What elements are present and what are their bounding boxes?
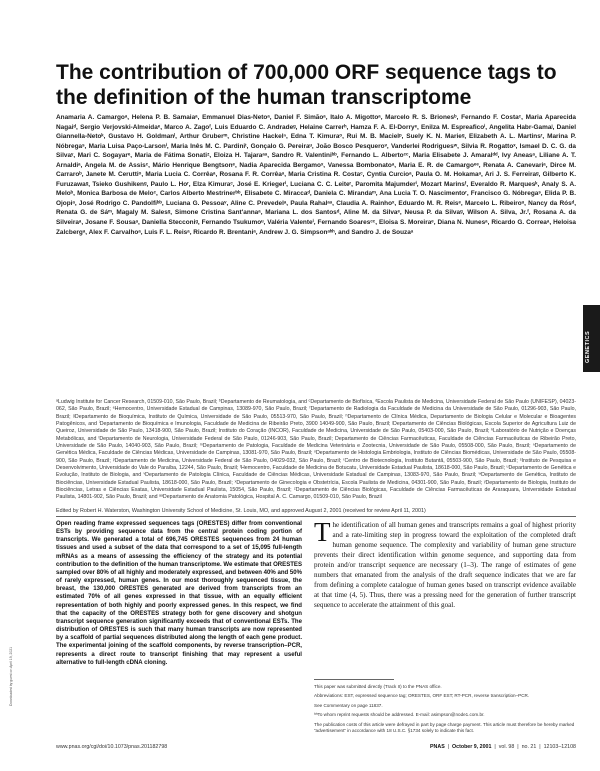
volume-number: vol. 98 [498,744,515,750]
section-tab [583,305,600,372]
issue-number: no. 21 [521,744,537,750]
footnote-submitted: This paper was submitted directly (Track II) to the PNAS office. [314,684,442,689]
author-list: Anamaria A. Camargoᵃ, Helena P. B. Samaiaᵃ, Emmanuel Dias-Netoᵃ, Daniel F. Simãoᵃ, Italo A. Migottoᵃ, Marcelo R. S. Brionesᵇ, Fernando F. Costaᶜ, Maria Aparecida Nagaiᵈ, Sergio Verjovski-Almeidaᵉ, Marco A. Zagoᶠ, Luis Eduardo C. Andradeᵍ, Helaine Carrerʰ, Hamza F. A. El-Dorryᵉ, Enilza M. Espreaficoⁱ, Angelita Habr-Gamaʲ, Daniel Giannella-Netoᵏ, Gustavo H. Goldmanˡ, Arthur Gruberᵐ, Christine Hackelⁿ, Edna T. Kimuraᵒ, Rui M. B. Macielᵖ, Suely K. N. Marieᵍ, Elizabeth A. L. Martinsʳ, Marina P. Nóbregaˢ, Maria Luisa Paço-Larsonⁱ, Maria Inês M. C. Pardiniᵗ, Gonçalo G. Pereiraᵘ, João Bosco Pesqueroᵛ, Vanderlei Rodriguesʷ, Silvia R. Rogattoˣ, Ismael D. C. G. da Silvaʸ, Mari C. Sogayarᵉ, Maria de Fátima Sonatiᶻ, Eloiza H. Tajaraᵃᵃ, Sandro R. Valentiniᵇᵇ, Fernando L. Albertoᶜᶜ, Maria Elisabete J. Amaralᵈᵈ, Ivy Aneasᵃ, Liliane A. T. Arnaldiᵃ, Angela M. de Assisᶜ, Mário Henrique Bengtsonᵉ, Nadia Aparecida Bergamoˣ, Vanessa Bombonatoᵃ, Maria E. R. de Camargoᵉᵉ, Renata A. Canevariᵃ, Dirce M. Carraroᵇ, Janete M. Ceruttiᵒ, Maria Lucia C. Corrêaᵃ, Rosana F. R. Corrêaᵃ, Maria Cristina R. Costaᶜ, Cyntia Curcioᵃ, Paula O. M. Hokamaᵃ, Ari J. S. Ferreiraᵍ, Gilberto K. Furuzawaᵍ, Tsieko Gushikenᵍ, Paulo L. Hoʳ, Elza Kimuraᶜ, José E. Kriegerⁱ, Luciana C. C. Leiteʳ, Paromita Majumderⁱ, Mozart Marinsᶠ, Everaldo R. Marquesᵏ, Analy S. A. Meloᵇ, Monica Barbosa de Meloᶜ, Carlos Alberto Mestrinerᵇᵇ, Elisabete C. Miraccaᵈ, Daniela C. Mirandaᵐ, Ana Lucia T. O. Nascimentoʳ, Francisco G. Nóbregaˢ, Elida P. B. Ojopiᵃ, José Rodrigo C. Pandolfiᵇᵇ, Luciana G. Pessoaᵛ, Aline C. Prevedelᵃ, Paula Rahalᵃᵃ, Claudia A. Rainhoˣ, Eduardo M. R. Reisᵉ, Marcelo L. Ribeiroᵘ, Nancy da Rósᵈ, Renata G. de Sáᵐ, Magaly M. Salesᵍ, Simone Cristina Sant'annaᵃ, Mariana L. dos Santosᵈ, Aline M. da Silvaᵉ, Neusa P. da Silvaᵍ, Wilson A. Silva, Jr.ᶠ, Rosana A. da Silveiraᵃ, Josane F. Sousaᵃ, Daniella Stecconiᵍ, Fernando Tsukumoᵘ, Valéria Valenteⁱ, Fernando Soaresᶜᶜ, Eloisa S. Moreiraᵉ, Diana N. Nunesᵃ, Ricardo G. Correaᵃ, Heloisa Zalcbergᵃ, Alex F. Carvalhoᵃ, Luis F. L. Reisᵃ, Ricardo R. Brentaniᵃ, Andrew J. G. Simpsonᵃʰʰ, and Sandro J. de Souzaᵃ [56,114,576,236]
page-footer [56,744,576,753]
affiliations: ᵃLudwig Institute for Cancer Research, 01509-010, São Paulo, Brazil; ᵇDepartamento de Reumatologia, and ᶜDepartamento de Biofísica, ᵈEscola Paulista de Medicina, Universidade Federal de São Paulo (UNIFESP), 04023-062, São Paulo, Brazil; ᵉHemocentro, Universidade Estadual de Campinas, 13089-970, São Paulo, Brazil; ᶠDepartamento de Radiologia da Faculdade de Medicina da Universidade de São Paulo, 01296-903, São Paulo, Brazil; ᵍDepartamento de Bioquímica, Instituto de Química, Universidade de São Paulo, 05513-970, São Paulo, Brazil; ʰDepartamento de Clínica Médica, Departamento de Biologia Celular e Molecular e Bioagentes Patogênicos, and ⁱDepartamento de Bioquímica e Imunologia, Faculdade de Medicina de Ribeirão Preto, 3900 14049-900, São Paulo, Brazil; ʲDepartamento de Ciências Biológicas, Escola Superior de Agricultura Luiz de Queiroz, Universidade de São Paulo, 13418-900, São Paulo, Brazil; Instituto do Coração (INCOR), Faculdade de Medicina, Universidade de São Paulo, 05403-000, São Paulo, Brazil; ᵏLaboratório de Nutrição e Doenças Metabólicas, and ˡDepartamento de Neurologia, Universidade Federal de São Paulo, 01246-903, São Paulo, Brazil; Departamento de Ciências Farmacêuticas, Faculdade de Ciências Farmacêuticas de Ribeirão Preto, Universidade de São Paulo, 14040-903, São Paulo, Brazil; ᵐDepartamento de Patologia, Faculdade de Medicina Veterinária e Zootecnia, Universidade de São Paulo, 05508-000, São Paulo, Brazil; ⁿDepartamento de Genética Médica, Faculdade de Ciências Médicas, Universidade de Campinas, 13081-970, São Paulo, Brazil; ᵒDepartamento de Histologia Embriologia, Instituto de Ciências Biomédicas, Universidade de São Paulo, 05508-900, São Paulo, Brazil; ᵖDepartamento de Medicina, Universidade Federal de São Paulo, 04029-032, São Paulo, Brazil; ʳCentro de Biotecnologia, Instituto Butantã, 05503-900, São Paulo, Brazil; ˢInstituto de Pesquisa e Desenvolvimento, Universidade do Vale do Paraíba, 12244, São Paulo, Brazil; ᵗHemocentro, Faculdade de Medicina de Botucatu, Universidade Estadual Paulista, 18618-000, São Paulo, Brazil; ᵘDepartamento de Genética e Evolução, Instituto de Biologia, and ᵛDepartamento de Patologia Clínica, Faculdade de Ciências Médicas, Universidade Estadual de Campinas, 13083-970, São Paulo, Brazil; ʷDepartamento de Genética, Instituto de Biociências, Universidade Estadual Paulista, 18618-000, São Paulo, Brazil; ˣDepartamento de Ginecologia e Obstetrícia, Escola Paulista de Medicina, 04301-900, São Paulo, Brazil; ʸDepartamento de Biologia, Instituto de Biociências, Letras e Ciências Exatas, Universidade Estadual Paulista, 15054, São Paulo, Brazil; ᶻDepartamento de Ciências Biológicas, Faculdade de Ciências Farmacêuticas de Araraquara, Universidade Estadual Paulista, 14801-902, São Paulo, Brazil; and ᵃᵃDepartamento de Anatomia Patológica, Hospital A. C. Camargo, 01509-010, São Paulo, Brazil [56,399,576,501]
footnote-abbreviations: Abbreviations: EST, expressed sequence tag; ORESTES, ORF EST; RT-PCR, reverse transcription–PCR. [314,693,530,699]
introduction-body: he identification of all human genes and transcripts remains a goal of highest priority and a rate-limiting step in progress toward the exploitation of the completed draft human genome sequence. The complexity and variability of human gene structure prevents their direct identification within genome sequence, and supporting data from protein and/or transcript sequence are necessary (1–3). The range of estimates of gene numbers that emanated from the analysis of the draft sequence indicates that we are far from defining a complete catalogue of human genes based on transcript evidence available at that time (4, 5). Thus, there was a pressing need for the generation of further transcript sequence to accelerate the attainment of this goal. [314,521,576,610]
footnote-correspondence: ʰʰTo whom reprint requests should be addressed. E-mail: asimpson@node1.com.br. [314,712,485,718]
footnote-divider [314,679,394,680]
edited-by-line: Edited by Robert H. Waterston, Washington University School of Medicine, St. Louis, MO, and approved August 2, 2001 (received for review April 11, 2001) [56,508,426,514]
issue-date: October 9, 2001 [452,744,492,750]
footnote-commentary: See Commentary on page 11837. [314,702,383,708]
doi-link[interactable]: www.pnas.org/cgi/doi/10.1073/pnas.201182798 [56,744,168,750]
footnote-publication: The publication costs of this article were defrayed in part by page charge payment. This article must therefore be hereby marked “advertisement” in accordance with 18 U.S.C. §1734 solely to indicate this fact. [314,721,575,734]
introduction-text [314,517,576,610]
abstract: Open reading frame expressed sequences tags (ORESTES) differ from conventional ESTs by providing sequence data from the central protein coding portion of transcripts. We generated a total of 696,745 ORESTES sequences from 24 human tissues and used a subset of the data that correspond to a set of 15,095 full-length mRNAs as a means of assessing the efficiency of the strategy and its potential contribution to the definition of the human transcriptome. We estimate that ORESTES sampled over 80% of all highly and moderately expressed, and between 40% and 50% of rarely expressed, human genes. In our most thoroughly sequenced tissue, the breast, the 130,000 ORESTES generated are derived from transcripts from an estimated 70% of all genes expressed in that tissue, with an equally efficient representation of both highly and poorly expressed genes. In this respect, we find that the capacity of the ORESTES strategy both for gene discovery and shotgun transcript sequence generation significantly exceeds that of conventional ESTs. The distribution of ORESTES is such that many human transcripts are now represented by a scaffold of partial sequences distributed along the length of each gene product. The experimental joining of the scaffold components, by reverse transcription–PCR, represents a direct route to transcript finishing that may represent a useful alternative to full-length cDNA cloning. [56,521,302,666]
download-watermark: Downloaded by guest on April 19, 2021 [9,646,13,706]
citation-line: PNAS | October 9, 2001 | vol. 98 | no. 21 | 12103–12108 [430,744,576,750]
section-tab-label: GENETICS [585,330,591,363]
drop-cap: T [314,517,331,547]
article-title: The contribution of 700,000 ORF sequence tags to the definition of the human transcriptome [56,61,557,109]
page-range: 12103–12108 [543,744,576,750]
footnotes [314,684,576,737]
journal-name: PNAS [430,744,445,750]
